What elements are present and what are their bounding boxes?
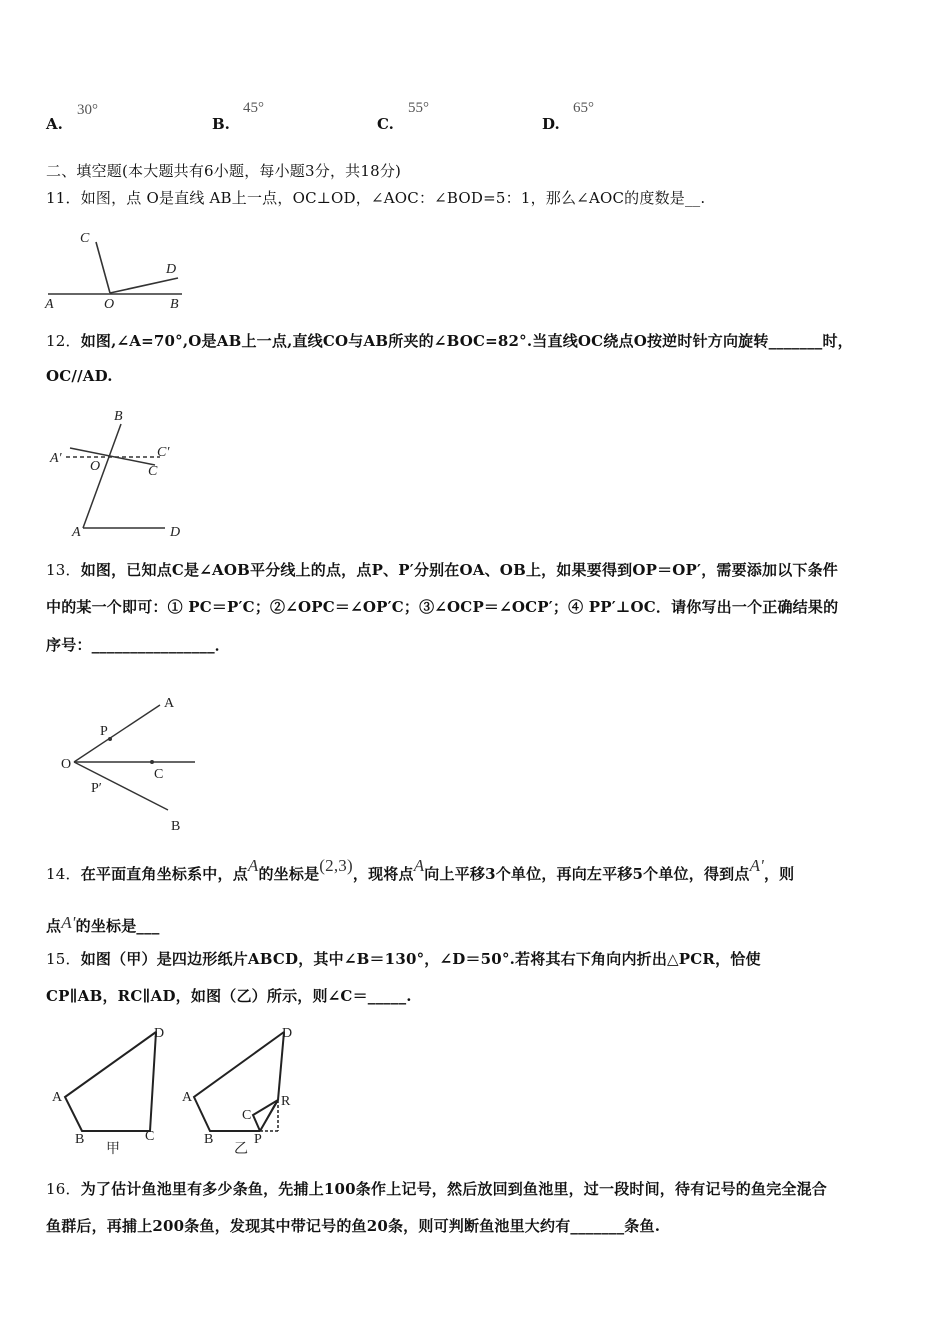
jia-label-a: A [52, 1090, 63, 1105]
question-12-line1: 12．如图,∠A=70°,O是AB上一点,直线CO与AB所夹的∠BOC=82°.当直线OC绕点O按逆时针方向旋转_______时， [46, 332, 853, 350]
jia-label-c: C [145, 1129, 155, 1144]
option-c-value: 55° [408, 100, 429, 116]
yi-label-d: D [282, 1026, 293, 1041]
question-16-line1: 16．为了估计鱼池里有多少条鱼，先捕上100条作上记号，然后放回到鱼池里，过一段时间，待有记号的鱼完全混合 [46, 1180, 828, 1198]
yi-label-p: P [254, 1132, 262, 1147]
label-a-prime: A′ [50, 451, 62, 466]
label-b: B [170, 297, 179, 312]
label-o: O [90, 459, 101, 474]
option-a-value: 30° [77, 102, 98, 118]
question-15-line1: 15．如图（甲）是四边形纸片ABCD，其中∠B＝130°，∠D＝50°.若将其右下角向内折出△PCR，恰使 [46, 950, 761, 968]
label-c-prime: C′ [157, 445, 170, 460]
yi-label-b: B [204, 1132, 214, 1147]
question-11: 11．如图，点 O是直线 AB上一点，OC⊥OD，∠AOC：∠BOD=5：1，那么∠AOC的度数是__. [46, 189, 706, 207]
yi-label-a: A [182, 1090, 193, 1105]
option-d-letter: D. [542, 115, 560, 133]
question-14-line2: 点A'的坐标是___ [46, 913, 160, 935]
question-16-line2: 鱼群后，再捕上200条鱼，发现其中带记号的鱼20条，则可判断鱼池里大约有_______条鱼. [46, 1217, 661, 1235]
label-p-prime: P′ [91, 781, 102, 796]
label-b: B [171, 819, 181, 834]
option-d-value: 65° [573, 100, 594, 116]
question-12-line2: OC//AD. [46, 367, 113, 385]
option-c-letter: C. [377, 115, 394, 133]
yi-label-r: R [281, 1094, 291, 1109]
question-13-line1: 13．如图，已知点C是∠AOB平分线上的点，点P、P′分别在OA、OB上，如果要得到OP＝OP′，需要添加以下条件 [46, 561, 838, 579]
label-d: D [170, 525, 181, 540]
label-o: O [104, 297, 115, 312]
question-13-line2: 中的某一个即可：① PC＝P′C；②∠OPC＝∠OP′C；③∠OCP＝∠OCP′；④ PP′⊥OC．请你写出一个正确结果的 [46, 598, 839, 616]
label-p: P [100, 724, 108, 739]
option-a-letter: A. [46, 115, 63, 133]
label-a: A [45, 297, 54, 312]
section-heading: 二、填空题(本大题共有6小题，每小题3分，共18分) [46, 162, 402, 180]
label-d: D [166, 262, 177, 277]
label-a: A [164, 696, 175, 711]
label-b: B [114, 409, 123, 424]
option-b-value: 45° [243, 100, 264, 116]
jia-label-b: B [75, 1132, 85, 1147]
label-a: A [72, 525, 81, 540]
label-c: C [80, 231, 90, 246]
label-c: C [148, 464, 158, 479]
label-o: O [61, 757, 72, 772]
jia-caption: 甲 [106, 1142, 120, 1157]
label-c: C [154, 767, 164, 782]
question-14-line1: 14．在平面直角坐标系中，点A的坐标是(2,3)，现将点A向上平移3个单位，再向左平移5个单位，得到点A'，则 [46, 856, 795, 883]
yi-caption: 乙 [234, 1142, 248, 1157]
jia-label-d: D [154, 1026, 165, 1041]
option-b-letter: B. [212, 115, 230, 133]
yi-label-c: C [242, 1108, 252, 1123]
question-15-line2: CP∥AB，RC∥AD，如图（乙）所示，则∠C＝_____. [46, 987, 412, 1005]
question-13-line3: 序号：________________． [46, 636, 231, 654]
